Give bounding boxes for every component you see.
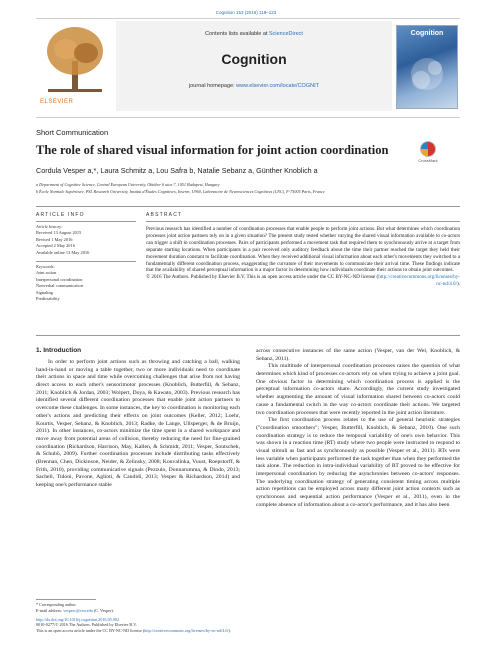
footnotes	[36, 602, 456, 634]
publisher-logo-text: ELSEVIER	[40, 99, 74, 105]
homepage-prefix: journal homepage:	[189, 83, 237, 89]
keyword-item: Nonverbal communication	[36, 283, 83, 289]
footnote-divider	[36, 599, 96, 600]
article-title: The role of shared visual information for joint action coordination	[36, 143, 389, 157]
keyword-item: Predictability	[36, 296, 60, 302]
abstract-license	[146, 274, 460, 288]
issn-line: 0010-0277/© 2016 The Authors. Published by Elsevier B.V.	[36, 622, 137, 628]
keyword-item: Signaling	[36, 289, 53, 295]
sciencedirect-link[interactable]: ScienceDirect	[268, 31, 303, 37]
history-revised: Revised 1 May 2016	[36, 236, 73, 242]
crossmark-label: CrossMark	[418, 158, 438, 163]
corresponding-author-note: * Corresponding author.	[36, 602, 77, 607]
license-suffix: ).	[457, 281, 460, 288]
journal-banner	[36, 18, 460, 118]
license-link[interactable]: http://creativecommons.org/licenses/by-nc-nd/4.0/	[378, 274, 460, 288]
section-heading-introduction: 1. Introduction	[36, 347, 82, 354]
divider-keywords	[36, 261, 136, 262]
divider-body	[36, 335, 460, 336]
journal-cover-thumbnail	[396, 25, 458, 109]
article-history	[36, 224, 136, 256]
keywords	[36, 264, 136, 302]
keyword-item: Joint action	[36, 270, 57, 276]
oa-suffix: ).	[228, 628, 232, 634]
journal-title: Cognition	[221, 51, 287, 67]
affiliation-b: b École Normale Supérieure, PSL Research University, Institut d'Études Cognitives, Inserm, U960, Laboratoire de Neurosciences Cognitives (LNC), F-75005 Paris, France	[36, 189, 325, 194]
license-prefix: © 2016 The Authors. Published by Elsevier B.V. This is an open access article under the CC BY-NC-ND license (	[146, 274, 379, 281]
oa-license-link[interactable]: http://creativecommons.org/licenses/by-nc-nd/4.0/	[144, 628, 229, 634]
homepage-line	[116, 83, 392, 89]
cover-title: Cognition	[410, 30, 444, 37]
email-line	[36, 608, 456, 614]
article-info-heading: ARTICLE INFO	[36, 212, 85, 218]
history-received: Received 13 August 2015	[36, 230, 82, 236]
contents-prefix: Contents lists available at	[205, 31, 269, 37]
divider-info	[36, 221, 136, 222]
crossmark-button[interactable]	[408, 141, 448, 163]
keywords-label: Keywords:	[36, 264, 55, 269]
author-list: Cordula Vesper a,*, Laura Schmitz a, Lou Safra b, Natalie Sebanz a, Günther Knoblich a	[36, 166, 318, 175]
oa-prefix: This is an open access article under the CC BY-NC-ND license (	[36, 628, 145, 634]
paragraph: across consecutive instances of the same action (Vesper, van der Wel, Knoblich, & Sebanz, 2011).	[256, 348, 460, 362]
elsevier-logo	[36, 21, 114, 111]
email-label: E-mail address:	[36, 607, 64, 613]
contents-line	[116, 31, 392, 37]
divider-top	[36, 206, 460, 207]
open-access-line	[36, 628, 456, 634]
history-online: Available online 13 May 2016	[36, 249, 90, 255]
abstract-text: Previous research has identified a number of coordination processes that enable people to perform joint actions. But what determines which coordination processes joint action partners rely on in a given situation? The present study tested whether varying the shared visual information available to co-actors can trigger a shift in coordination processes. Pairs of participants performed a movement task that required them to synchronously arrive at a target from separate starting locations. When participants in a pair received only auditory feedback about the time their partner reached the target they held their movement duration constant to facilitate coordination. When they received additional visual information about each other's movements they switched to a fundamentally different coordination process, exaggerating the curvature of their movements to communicate their arrival time. These findings indicate that the availability of shared perceptual information is a major factor in determining how individuals coordinate their actions to obtain joint outcomes.	[146, 226, 460, 274]
paragraph: In order to perform joint actions such as throwing and catching a ball, walking hand-in-hand or moving a table together, two or more individuals need to coordinate their actions in space and time while overcoming challenges that arise from not having direct access to each other's sensorimotor processes (Knoblich, Butterfill, & Sebanz, 2011; Knoblich & Jordan, 2003; Wolpert, Doya, & Kawato, 2003). Previous research has identified several different coordination processes that enable joint action partners to overcome these challenges. In some instances, the key to coordination is monitoring each other's actions and predicting their effects on joint outcomes (Keller, 2012; Loehr, Kourtis, Vesper, Sebanz, & Knoblich, 2013; Radke, de Lange, Ullsperger, & de Bruijn, 2011). In other instances, co-actors minimize the time spent in a shared workspace and move away from potential areas of collision, thereby reducing the need for fine-grained coordination (Richardson, Harrison, May, Kallen, & Schmidt, 2011; Vesper, Soutschek, & Schubö, 2009). Further coordination processes include distributing tasks effectively (Brennan, Chen, Dickinson, Neider, & Zelinsky, 2008; Konvalinka, Vuust, Roepstorff, & Frith, 2010), providing communicative signals (Pezzulo, Donnarumma, & Dindo, 2013; Sacheli, Tidoni, Pavone, Aglioti, & Candidi, 2013; Vesper & Richardson, 2014) and keeping one's performance stable	[36, 359, 240, 488]
tree-logo-icon	[36, 21, 114, 101]
divider-abstract	[146, 221, 460, 222]
email-suffix: (C. Vesper).	[92, 607, 114, 613]
homepage-link[interactable]: www.elsevier.com/locate/COGNIT	[236, 83, 319, 89]
email-link[interactable]: vesperc@ceu.edu	[63, 607, 93, 613]
body-column-left	[36, 359, 240, 490]
abstract-heading: ABSTRACT	[146, 212, 183, 218]
journal-citation[interactable]: Cognition 153 (2016) 118–123	[215, 10, 277, 15]
journal-info	[116, 21, 392, 111]
body-column-right	[256, 348, 460, 509]
affiliation-a: a Department of Cognitive Science, Central European University, Október 6 utca 7, 1051 Budapest, Hungary	[36, 182, 220, 187]
paragraph: The first coordination process relates to the use of general heuristic strategies ("coordination smoothers"; Vesper, Butterfill, Knoblich, & Sebanz, 2010). One such coordination strategy is to reduce the temporal variability of one's own behavior. This was shown in a reaction time (RT) study where two people were instructed to respond to visual stimuli as fast and as synchronously as possible (Vesper et al., 2011). RTs were less variable when participants performed the task together than when they performed the task alone. The reduction in intra-individual variability of RT proved to be effective for interpersonal coordination by reducing the asynchronies between co-actors' responses. The underlying coordination strategy of generating consistent timing across multiple action repetitions can be employed across many different joint action contexts such as synchronous and sequential action performance (Vesper et al., 2011), even in the complete absence of information about a co-actor's performance, and it has also been	[256, 417, 460, 508]
history-accepted: Accepted 2 May 2016	[36, 243, 75, 249]
crossmark-icon	[420, 141, 436, 157]
paragraph: This multitude of interpersonal coordination processes raises the question of what determines which kind of processes co-actors rely on when trying to achieve a joint goal. One obvious factor in determining which coordination process is applied is the perceptual information co-actors share. Accordingly, the current study investigated whether augmenting the amount of visual information shared between co-actors could cause a fundamental switch in the way co-actors coordinate their actions. We targeted two coordination processes that were recently reported in the joint action literature.	[256, 363, 460, 416]
history-label: Article history:	[36, 224, 63, 229]
abstract-body	[146, 226, 460, 288]
doi-link[interactable]: http://dx.doi.org/10.1016/j.cognition.2016.05.002	[36, 616, 120, 622]
keyword-item: Interpersonal coordination	[36, 276, 83, 282]
article-type: Short Communication	[36, 128, 109, 137]
cover-art-icon	[397, 26, 457, 108]
